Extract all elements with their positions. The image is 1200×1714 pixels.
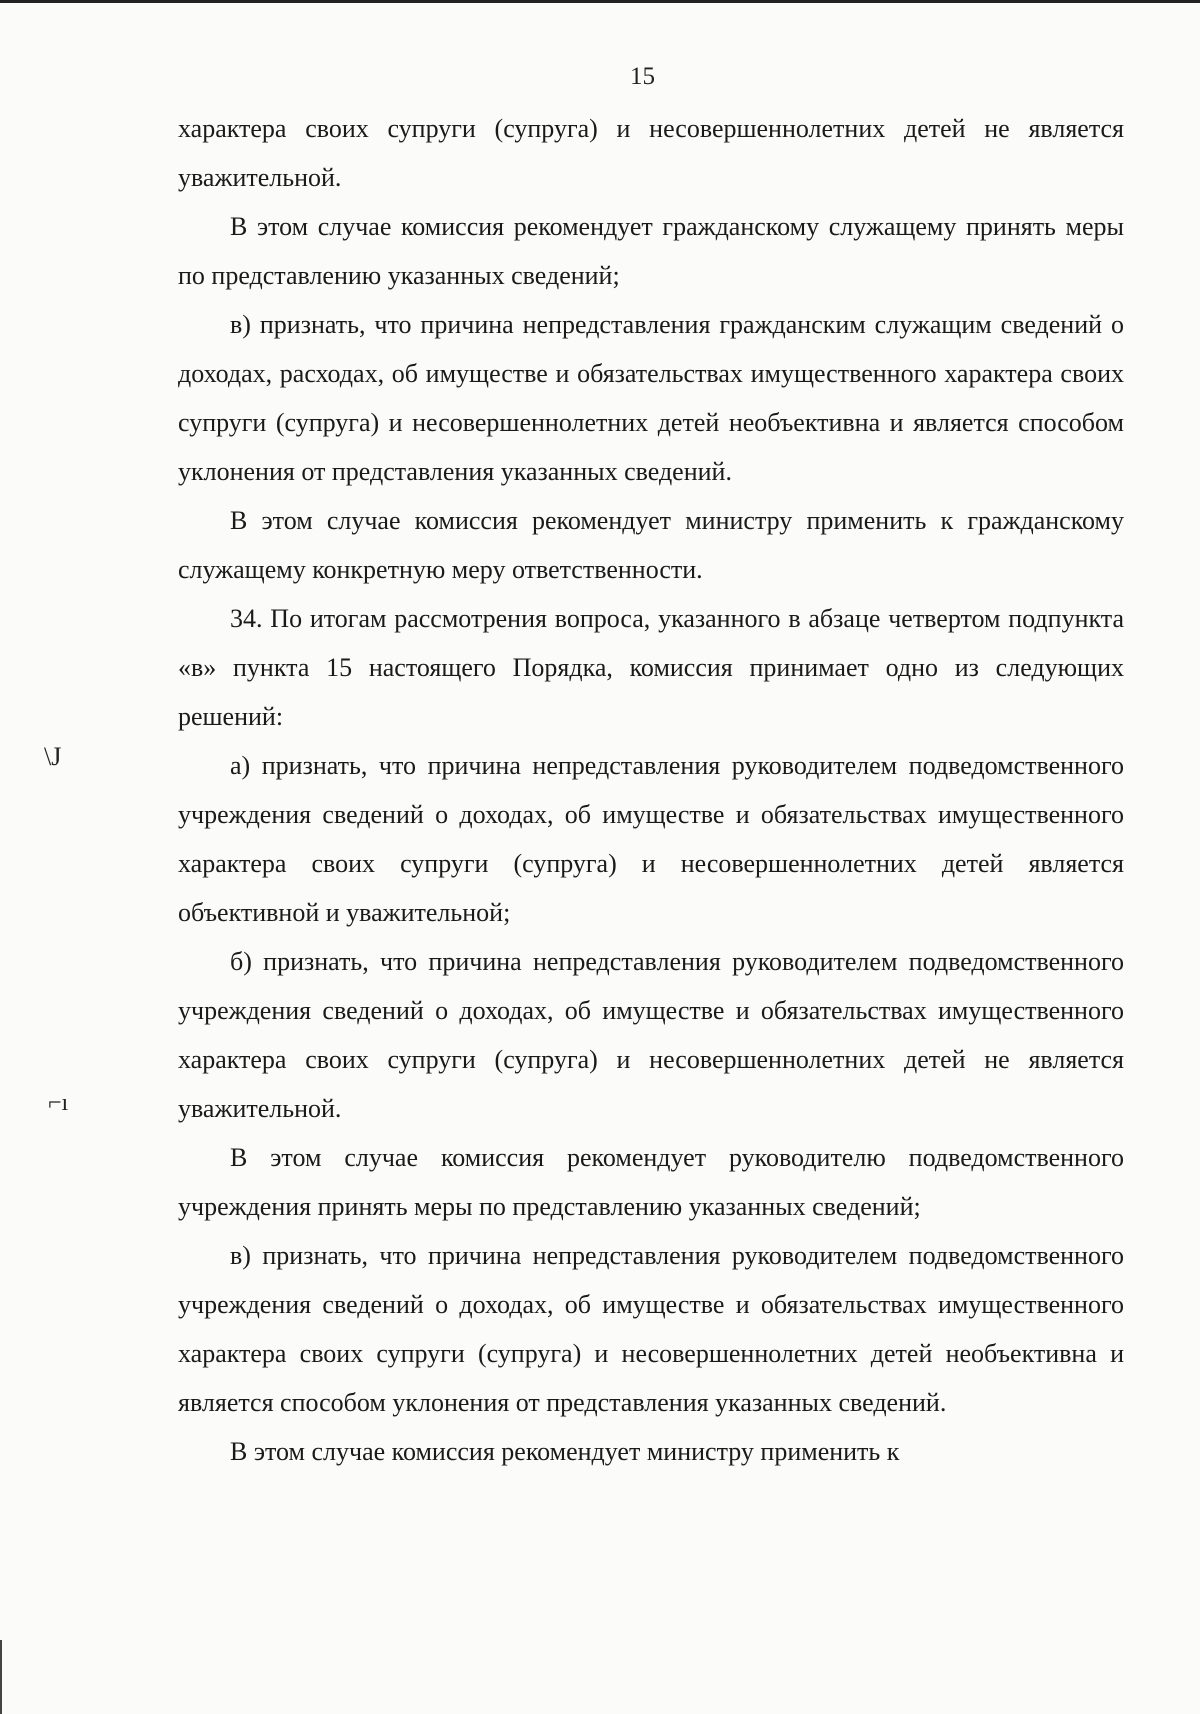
paragraph-10: В этом случае комиссия рекомендует министру применить к: [230, 1437, 900, 1466]
paragraph-6: а) признать, что причина непредставления руководителем подведомственного учреждения сведений о доходах, об имуществе и обязательствах имущественного характера своих супруги (супруга) и несовершеннолетних детей является объективной и уважительной;: [178, 751, 1124, 927]
margin-scan-mark: ⌐ı: [48, 1090, 69, 1116]
page-number: 15: [630, 63, 655, 90]
document-body: [178, 104, 1124, 1476]
paragraph-8: В этом случае комиссия рекомендует руководителю подведомственного учреждения принять меры по представлению указанных сведений;: [178, 1143, 1124, 1221]
paragraph-1: характера своих супруги (супруга) и несовершеннолетних детей не является уважительной.: [178, 114, 1124, 192]
paragraph-7: б) признать, что причина непредставления руководителем подведомственного учреждения сведений о доходах, об имуществе и обязательствах имущественного характера своих супруги (супруга) и несовершеннолетних детей не является уважительной.: [178, 947, 1124, 1123]
paragraph-4: В этом случае комиссия рекомендует министру применить к гражданскому служащему конкретную меру ответственности.: [178, 506, 1124, 584]
paragraph-2: В этом случае комиссия рекомендует гражданскому служащему принять меры по представлению указанных сведений;: [178, 212, 1124, 290]
paragraph-9: в) признать, что причина непредставления руководителем подведомственного учреждения сведений о доходах, об имуществе и обязательствах имущественного характера своих супруги (супруга) и несовершеннолетних детей необъективна и является способом уклонения от представления указанных сведений.: [178, 1241, 1124, 1417]
margin-handwritten-mark: \J: [44, 742, 62, 771]
paragraph-5: 34. По итогам рассмотрения вопроса, указанного в абзаце четвертом подпункта «в» пункта 15 настоящего Порядка, комиссия принимает одно из следующих решений:: [178, 604, 1124, 731]
top-border: [0, 0, 1200, 3]
scan-edge-line: [0, 1640, 2, 1714]
paragraph-3: в) признать, что причина непредставления гражданским служащим сведений о доходах, расходах, об имуществе и обязательствах имущественного характера своих супруги (супруга) и несовершеннолетних детей необъективна и является способом уклонения от представления указанных сведений.: [178, 310, 1124, 486]
